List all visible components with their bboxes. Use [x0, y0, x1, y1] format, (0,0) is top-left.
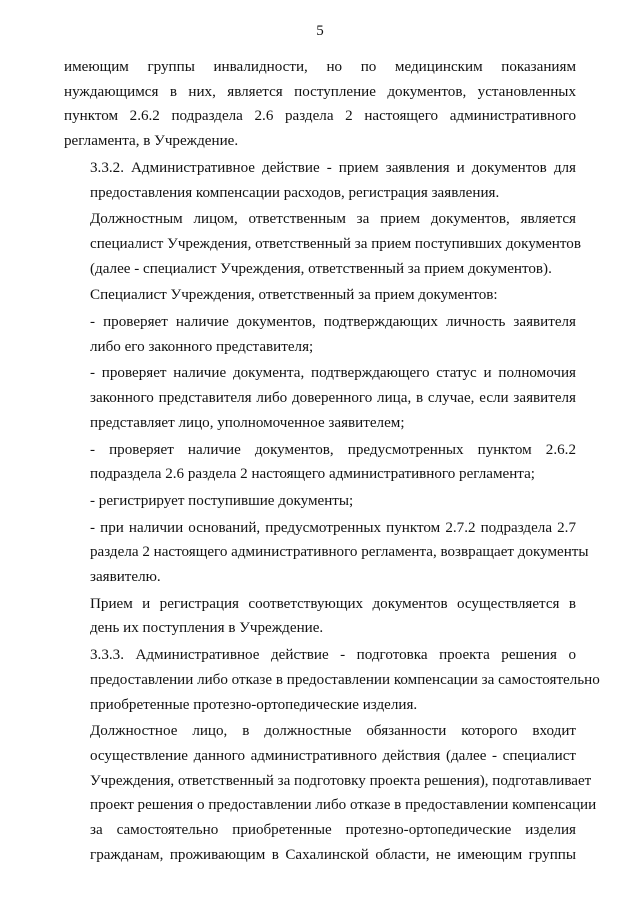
- text-line: - проверяет наличие документа, подтверждающего статус и полномочия: [90, 365, 576, 382]
- text-line: законного представителя либо доверенного лица, в случае, если заявителя: [90, 390, 576, 407]
- text-line: - при наличии оснований, предусмотренных пунктом 2.7.2 подраздела 2.7: [90, 519, 576, 536]
- text-line: представляет лицо, уполномоченное заявителем;: [90, 414, 405, 431]
- text-line: либо его законного представителя;: [90, 338, 314, 355]
- text-line: Учреждения, ответственный за подготовку проекта решения), подготавливает: [90, 772, 592, 789]
- text-line: заявителю.: [90, 569, 161, 586]
- paragraph: [64, 516, 589, 590]
- text-line: подраздела 2.6 раздела 2 настоящего административного регламента;: [90, 466, 535, 483]
- paragraph: [64, 719, 597, 867]
- text-line: за самостоятельно приобретенные протезно-ортопедические изделия: [90, 822, 576, 839]
- document-body: [64, 55, 600, 868]
- text-line: гражданам, проживающим в Сахалинской области, не имеющим группы: [90, 846, 576, 863]
- text-line: - проверяет наличие документов, подтверждающих личность заявителя: [90, 314, 576, 331]
- text-line: - регистрирует поступившие документы;: [90, 492, 354, 509]
- text-line: нуждающимся в них, является поступление документов, установленных: [64, 83, 576, 100]
- paragraph: [64, 361, 576, 435]
- paragraph: [64, 55, 576, 154]
- text-line: имеющим группы инвалидности, но по медицинским показаниям: [64, 59, 576, 75]
- text-line: осуществление данного административного действия (далее - специалист: [90, 747, 576, 764]
- paragraph: [64, 310, 576, 359]
- text-line: 3.3.2. Административное действие - прием заявления и документов для: [90, 159, 576, 176]
- text-line: Специалист Учреждения, ответственный за прием документов:: [90, 287, 498, 304]
- paragraph: [64, 156, 576, 205]
- text-line: (далее - специалист Учреждения, ответственный за прием документов).: [90, 260, 552, 277]
- paragraph: [64, 207, 581, 281]
- text-line: приобретенные протезно-ортопедические изделия.: [90, 696, 418, 713]
- paragraph: [64, 489, 576, 514]
- text-line: регламента, в Учреждение.: [64, 133, 239, 150]
- text-line: Должностным лицом, ответственным за прием документов, является: [90, 211, 576, 228]
- paragraph: [64, 283, 576, 308]
- text-line: Прием и регистрация соответствующих документов осуществляется в: [90, 595, 576, 612]
- text-line: проект решения о предоставлении либо отказе в предоставлении компенсации: [90, 797, 597, 814]
- paragraph: [64, 592, 576, 641]
- text-line: 3.3.3. Административное действие - подготовка проекта решения о: [90, 647, 576, 664]
- text-line: предоставления компенсации расходов, регистрация заявления.: [90, 184, 500, 201]
- text-line: специалист Учреждения, ответственный за прием поступивших документов: [90, 235, 581, 252]
- paragraph: [64, 643, 600, 717]
- text-line: предоставлении либо отказе в предоставлении компенсации за самостоятельно: [90, 671, 600, 688]
- text-line: Должностное лицо, в должностные обязанности которого входит: [90, 723, 576, 740]
- text-line: - проверяет наличие документов, предусмотренных пунктом 2.6.2: [90, 441, 576, 458]
- page-number: 5: [316, 23, 324, 39]
- paragraph: [64, 438, 576, 487]
- text-line: раздела 2 настоящего административного регламента, возвращает документы: [90, 544, 589, 561]
- text-line: день их поступления в Учреждение.: [90, 620, 324, 637]
- text-line: пунктом 2.6.2 подраздела 2.6 раздела 2 настоящего административного: [64, 108, 576, 125]
